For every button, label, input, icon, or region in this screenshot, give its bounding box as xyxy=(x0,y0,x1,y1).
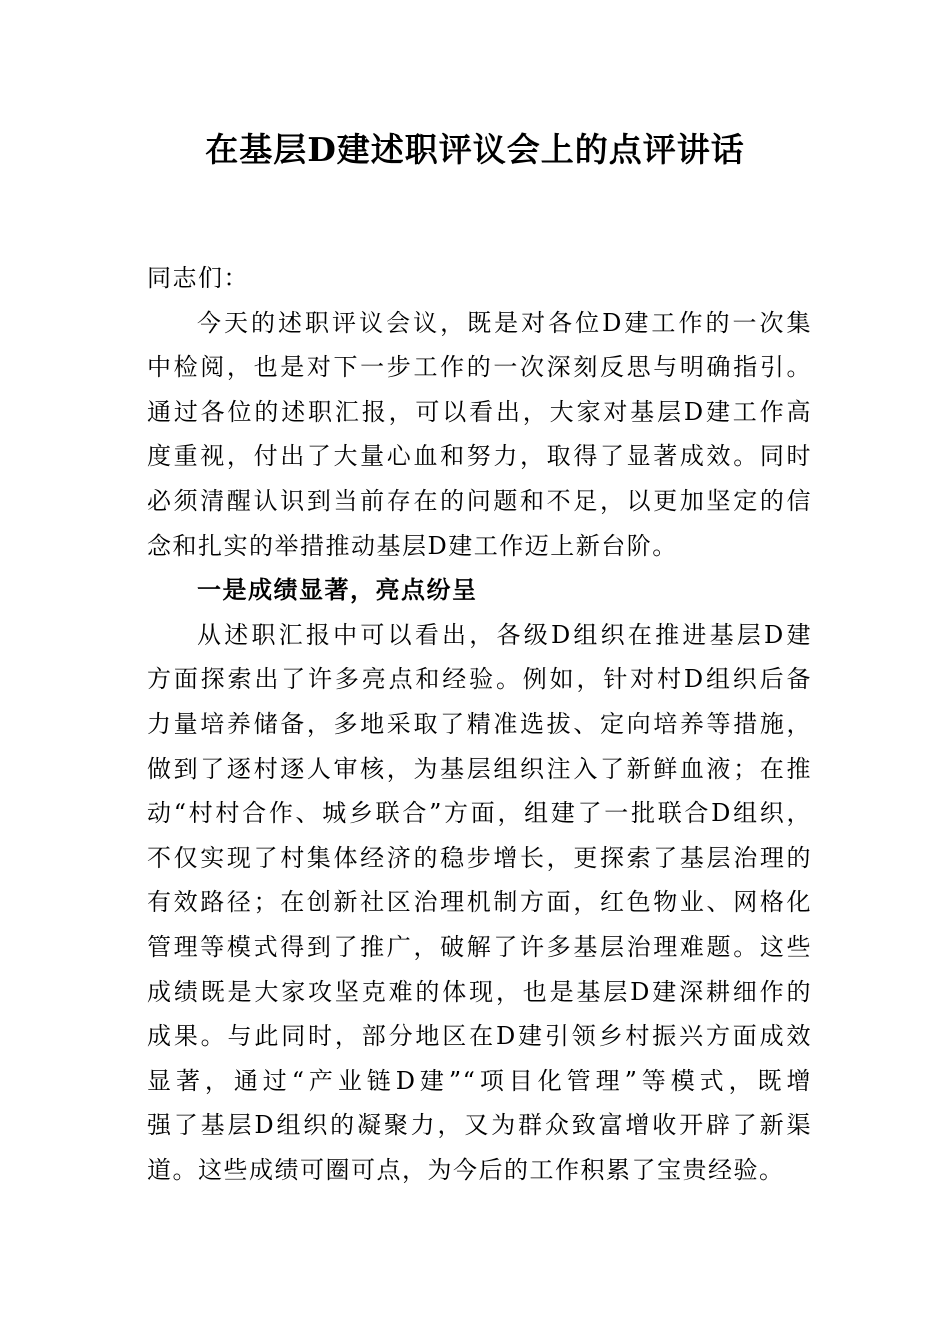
paragraph-2 xyxy=(147,613,812,1193)
paragraph-line: 成果。与此同时，部分地区在D建引领乡村振兴方面成效 xyxy=(147,1022,812,1051)
paragraph-line: 显著，通过“产业链D建”“项目化管理”等模式，既增 xyxy=(147,1066,812,1095)
paragraph-line: 成绩既是大家攻坚克难的体现，也是基层D建深耕细作的 xyxy=(147,977,812,1006)
greeting: 同志们： xyxy=(147,264,249,292)
paragraph-line: 念和扎实的举措推动基层D建工作迈上新台阶。 xyxy=(147,531,678,560)
document-body xyxy=(147,256,812,1192)
paragraph-line: 道。这些成绩可圈可点，为今后的工作积累了宝贵经验。 xyxy=(147,1155,785,1184)
paragraph-line: 强了基层D组织的凝聚力，又为群众致富增收开辟了新渠 xyxy=(147,1111,812,1140)
paragraph-1 xyxy=(147,301,812,569)
paragraph-line: 动“村村合作、城乡联合”方面，组建了一批联合D组织， xyxy=(147,799,812,828)
paragraph-line: 管理等模式得到了推广，破解了许多基层治理难题。这些 xyxy=(147,932,812,961)
paragraph-line: 度重视，付出了大量心血和努力，取得了显著成效。同时 xyxy=(147,442,812,471)
paragraph-line: 有效路径；在创新社区治理机制方面，红色物业、网格化 xyxy=(147,888,812,917)
paragraph-line: 中检阅，也是对下一步工作的一次深刻反思与明确指引。 xyxy=(147,353,812,382)
paragraph-line: 不仅实现了村集体经济的稳步增长，更探索了基层治理的 xyxy=(147,843,812,872)
paragraph-line: 做到了逐村逐人审核，为基层组织注入了新鲜血液；在推 xyxy=(147,754,812,783)
paragraph-line: 必须清醒认识到当前存在的问题和不足，以更加坚定的信 xyxy=(147,486,812,515)
paragraph-line: 通过各位的述职汇报，可以看出，大家对基层D建工作高 xyxy=(147,397,812,426)
document-title: 在基层D建述职评议会上的点评讲话 xyxy=(205,130,745,169)
paragraph-line: 从述职汇报中可以看出，各级D组织在推进基层D建 xyxy=(197,620,812,649)
paragraph-line: 今天的述职评议会议，既是对各位D建工作的一次集 xyxy=(197,308,812,337)
paragraph-line: 方面探索出了许多亮点和经验。例如，针对村D组织后备 xyxy=(147,665,812,694)
section-heading: 一是成绩显著，亮点纷呈 xyxy=(197,575,478,605)
paragraph-line: 力量培养储备，多地采取了精准选拔、定向培养等措施， xyxy=(147,709,812,738)
